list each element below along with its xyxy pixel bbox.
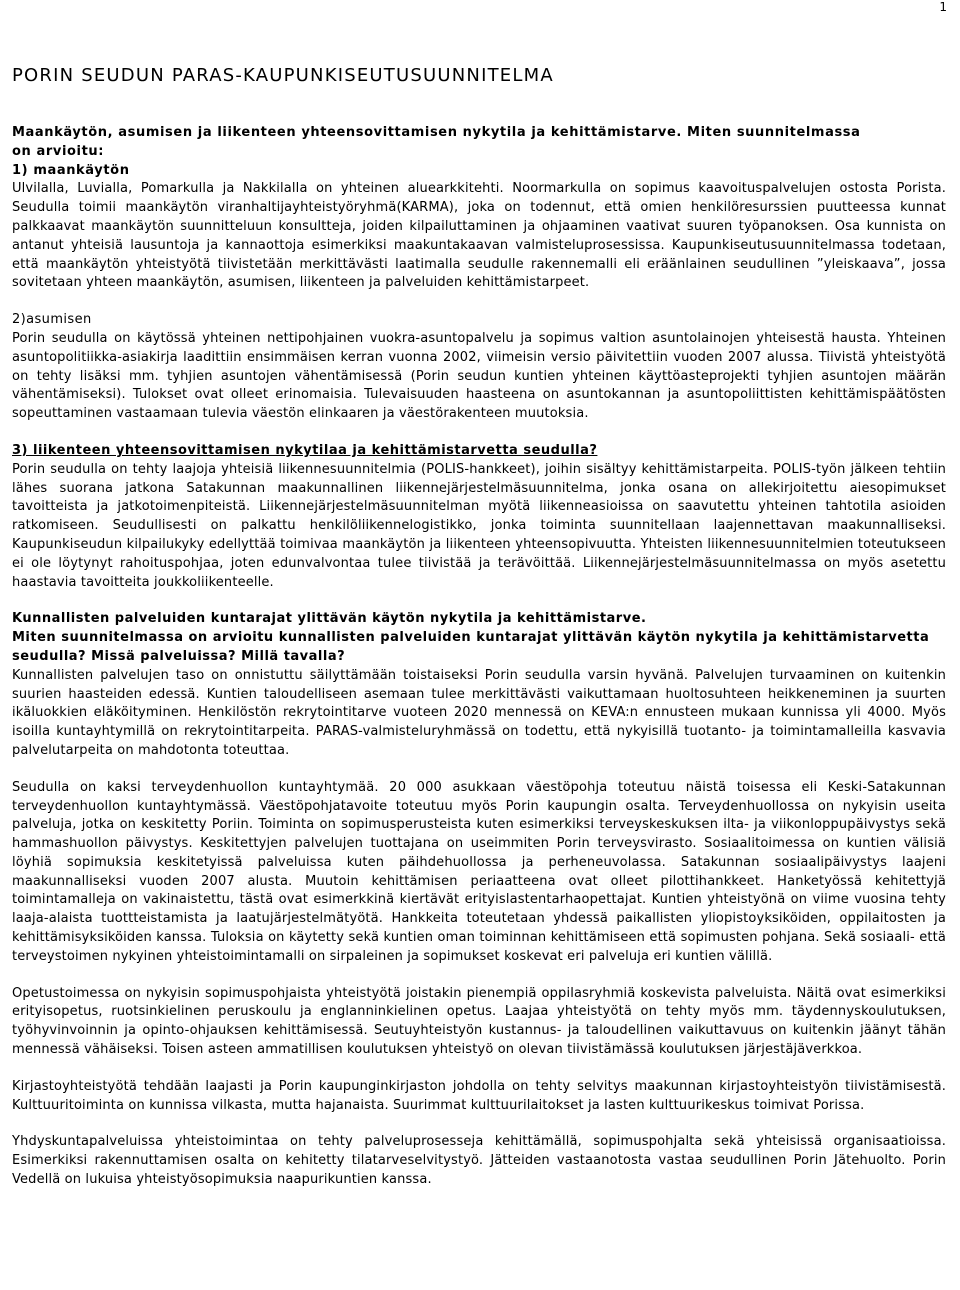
traffic-heading: 3) liikenteen yhteensovittamisen nykytilaa ja kehittämistarvetta seudulla? xyxy=(12,442,598,458)
services-paragraph-3: Opetustoimessa on nykyisin sopimuspohjaista yhteistyötä joistakin pienempiä oppilasryhmiä koskevista palveluista. Näitä ovat esimerkiksi erityisopetus, ruotsinkielinen peruskoulu ja englanninkielinen opetus. Laajaa yhteistyötä on tehty myös mm. täydennyskoulutuksen, työhyvinvoinnin ja opinto-ohjauksen kehittämisessä. Seutuyhteistyön kustannus- ja taloudellinen vaikuttavuus on kuitenkin jäänyt tähän mennessä vähäiseksi. Toisen asteen ammatillisen koulutuksen yhteistyö on olevan tiivistämässä koulutuksen järjestäjäverkkoa. xyxy=(12,985,946,1058)
services-heading-block xyxy=(12,610,946,666)
services-paragraph-5: Yhdyskuntapalveluissa yhteistoimintaa on tehty palveluprosesseja kehittämällä, sopimuspohjalta sekä yhteisissä organisaatioissa. Esimerkiksi rakennuttamisen osalta on kehitetty tilatarveselvitystyö. Jätteiden vastaanotosta vastaa seudullinen Porin Jätehuolto. Porin Vedellä on lukuisa yhteistyösopimuksia naapurikuntien kanssa. xyxy=(12,1134,946,1188)
housing-heading: 2)asumisen xyxy=(12,312,92,328)
intro-line-1: Maankäytön, asumisen ja liikenteen yhteensovittamisen nykytila ja kehittämistarve. Miten suunnitelmassa xyxy=(12,125,861,140)
document-title: PORIN SEUDUN PARAS-KAUPUNKISEUTUSUUNNITELMA xyxy=(12,65,554,86)
intro-heading xyxy=(12,124,946,180)
services-paragraph-4: Kirjastoyhteistyötä tehdään laajasti ja Porin kaupunginkirjaston johdolla on tehty selvitys maakunnan kirjastoyhteistyön tiivistämisestä. Kulttuuritoiminta on kunnissa vilkasta, mutta hajanaista. Suurimmat kulttuurilaitokset ja lasten kulttuurikeskus toimivat Porissa. xyxy=(12,1078,946,1113)
land-use-paragraph: Ulvilalla, Luvialla, Pomarkulla ja Nakkilalla on yhteinen aluearkkitehti. Noormarkulla on sopimus kaavoituspalvelujen ostosta Porista. Seudulla toimii maankäytön viranhaltijayhteistyöryhmä(KARMA), joka on todennut, että omien henkilöresurssien puutteessa kunnat palkkaavat maankäytön suunnitteluun konsultteja, joiden kilpailuttaminen ja ohjaaminen vaativat suuren työpanoksen. Osa kunnista on antanut yhteisiä lausuntoja ja kannaottoja esimerkiksi maakuntakaavan valmisteluprosessissa. Kaupunkiseutusuunnitelmassa todetaan, että maankäytön yhteistyötä tiivistetään merkittävästi laatimalla seudulle rakennemalli eli eräänlainen seudullinen ”yleiskaava”, jossa sovitetaan yhteen maankäytön, asumisen, liikenteen ja palveluiden kehittämistarpeet. xyxy=(12,181,946,291)
intro-line-2: on arvioitu: xyxy=(12,143,105,159)
housing-paragraph: Porin seudulla on käytössä yhteinen nettipohjainen vuokra-asuntopalvelu ja sopimus valtion asuntolainojen yhteisestä hausta. Yhteinen asuntopolitiikka-asiakirja laadittiin ensimmäisen kerran vuonna 2002, viimeisin versio päivitettiin vuoden 2007 alussa. Tiivistä yhteistyötä on tehty lisäksi mm. tyhjien asuntojen vähentämisessä (Porin seudun kuntien yhteinen käyttöasteprojekti tyhjien asuntojen määrän vähentämiseksi). Tulokset ovat olleet erinomaisia. Tulevaisuuden haasteena on asuntokannan ja asuntopoliittisten kehittämispäätösten sopeuttaminen vastaamaan tulevia väestön elinkaaren ja väestörakenteen muutoksia. xyxy=(12,330,946,422)
services-heading-1: Kunnallisten palveluiden kuntarajat ylittävän käytön nykytila ja kehittämistarve. xyxy=(12,611,647,627)
traffic-paragraph: Porin seudulla on tehty laajoja yhteisiä liikennesuunnitelmia (POLIS-hankkeet), joihin sisältyy kehittämistarpeita. POLIS-työn jälkeen tehtiin lähes suorana jatkona Satakunnan maakunnallinen liikennejärjestelmäsuunnitelma, jonka osana on allekirjoitettu aiesopimukset tavoitteista ja jatkotoimenpiteistä. Liikennejärjestelmäsuunnitelman myötä liikenneasioissa on saavutettu yhteinen tahtotila asioiden ratkomiseen. Seudullisesti on palkattu henkilöliikennelogistikko, jonka toiminta suunnitellaan laajennettavan maakunnalliseksi. Kaupunkiseudun kilpailukyky edellyttää toimivaa maankäytön ja liikenteen yhteensopivuutta. Yhteisten liikennesuunnitelmien toteutukseen ei ole löytynyt rahoituspohjaa, joten edunvalvontaa tulee tiivistää ja terävöittää. Liikennejärjestelmäsuunnitelmassa on myös asetettu haastavia tavoitteita joukkoliikenteelle. xyxy=(12,461,946,590)
services-heading-2: Miten suunnitelmassa on arvioitu kunnallisten palveluiden kuntarajat ylittävän käytön nykytila ja kehittämistarvetta seudulla? Missä palveluissa? Millä tavalla? xyxy=(12,630,930,664)
intro-line-3: 1) maankäytön xyxy=(12,162,130,178)
document-body xyxy=(12,64,946,1190)
services-paragraph-1: Kunnallisten palvelujen taso on onnistuttu säilyttämään toistaiseksi Porin seudulla varsin hyvänä. Palvelujen turvaaminen on kuitenkin suurien haasteiden edessä. Kuntien taloudelliseen asemaan tulee merkittävästi vaikuttamaan huoltosuhteen heikkeneminen ja suurten ikäluokkien eläköityminen. Henkilöstön rekrytointitarve vuoteen 2020 mennessä on KEVA:n ennusteen mukaan kunnissa yli 4000. Myös isoilla kuntayhtymillä on rekrytointitarpeita. PARAS-valmisteluryhmässä on todettu, että nykyisillä tuotanto- ja toimintamalleilla kasvavia palvelutarpeita on mahdotonta toteuttaa. xyxy=(12,667,946,758)
page-number: 1 xyxy=(939,0,947,14)
services-paragraph-2: Seudulla on kaksi terveydenhuollon kuntayhtymää. 20 000 asukkaan väestöpohja toteutuu näistä toisessa eli Keski-Satakunnan terveydenhuollon kuntayhtymässä. Väestöpohjatavoite toteutuu myös Porin kaupungin osalta. Terveydenhuollossa on nykyisin useita palveluja, jotka on keskitetty Poriin. Toiminta on sopimusperusteista kuten esimerkiksi terveyskeskuksen ilta- ja viikonloppupäivystys sekä hammashuollon päivystys. Keskitettyjen palvelujen tuottajana on useimmiten Porin terveysvirasto. Sosiaalitoimessa on kuntien välisiä löyhiä sopimuksia keskitetyissä palveluissa kuten päihdehuollossa ja perheneuvolassa. Satakunnan sosiaalipäivystys laajeni maakunnalliseksi vuoden 2007 alusta. Muutoin kehittämisen periaatteena ovat olleet pilottihankkeet. Hanketyössä kehitettyjä toimintamalleja on vakinaistettu, tästä ovat esimerkkinä kiertävät erityislastentarhaopettajat. Kuntien yhteistyönä on viime vuosina tehty laaja-alaista tuottteistamista ja laatujärjestelmätyötä. Hankkeita toteutetaan yhdessä paikallisten yliopistoyksiköiden, oppilaitosten ja kehittämisyksiköiden kanssa. Tuloksia on käytetty sekä kuntien oman toiminnan kehittämiseen että sopimusten pohjana. Sekä sosiaali- että terveystoimen nykyinen yhteistoimintamalli on sirpaleinen ja sopimukset koskevat eri palveluja eri kuntien välillä. xyxy=(12,779,946,964)
